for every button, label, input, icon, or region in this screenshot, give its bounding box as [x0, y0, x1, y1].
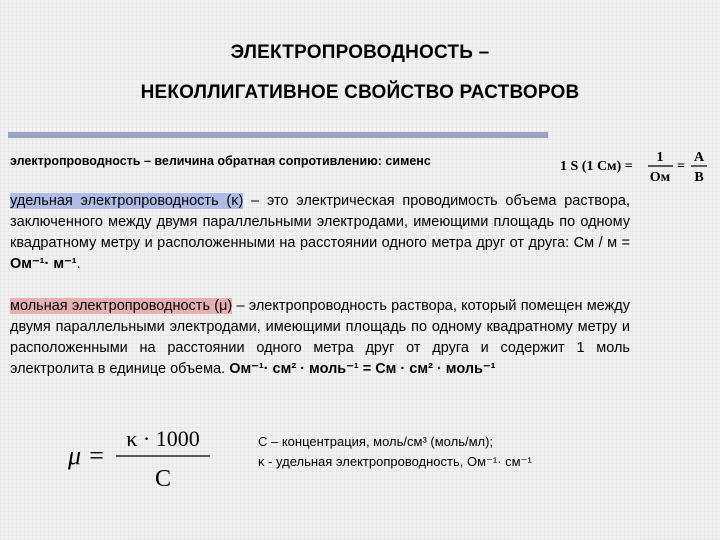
specific-conductivity-paragraph	[10, 191, 630, 275]
molar-body: – электропроводность раствора, который помещен между двумя параллельными электродами, имеющими площадь по одному квадратному метру и расположенными на расстоянии одного метра друг от друга и содержит 1 моль электролита в единице объема.	[10, 298, 630, 377]
title-line-1: ЭЛЕКТРОПРОВОДНОСТЬ –	[230, 42, 490, 63]
definition-text: электропроводность – величина обратная сопротивлению: сименс	[10, 154, 431, 168]
specific-term: удельная электропроводность (κ)	[10, 193, 244, 209]
formula-notes	[258, 432, 532, 472]
note-specific-conductivity: κ - удельная электропроводность, Ом⁻¹· см⁻¹	[258, 454, 532, 469]
specific-end: .	[76, 256, 81, 272]
specific-units-bold: Ом⁻¹· м⁻¹	[10, 256, 77, 272]
title-line-2: НЕКОЛЛИГАТИВНОЕ СВОЙСТВО РАСТВОРОВ	[140, 82, 580, 103]
molar-conductivity-paragraph	[10, 296, 630, 380]
frac1-denominator: Ом	[649, 170, 671, 185]
molar-formula	[68, 418, 218, 498]
siemens-formula	[560, 146, 710, 186]
specific-body: – это электрическая проводимость объема раствора, заключенного между двумя параллельными электродами, имеющими площадь по одному квадратному метру и расположенными на расстоянии одного метра друг от друга:	[10, 193, 630, 251]
molar-term: мольная электропроводность (μ)	[10, 298, 233, 314]
siemens-lhs: 1 S (1 См) =	[560, 159, 633, 174]
siemens-eq: =	[677, 159, 685, 174]
molar-numerator: κ · 1000	[126, 426, 200, 451]
frac2-numerator: А	[693, 150, 705, 165]
molar-denominator: C	[154, 466, 172, 492]
specific-units-plain: См / м =	[573, 235, 630, 251]
molar-units: Ом⁻¹· см² · моль⁻¹ = См · см² · моль⁻¹	[229, 361, 496, 377]
frac2-denominator: В	[694, 170, 704, 185]
title-divider	[8, 132, 548, 138]
note-concentration: С – концентрация, моль/см³ (моль/мл);	[258, 434, 494, 449]
molar-lhs: μ =	[68, 441, 106, 470]
frac1-numerator: 1	[656, 150, 664, 165]
